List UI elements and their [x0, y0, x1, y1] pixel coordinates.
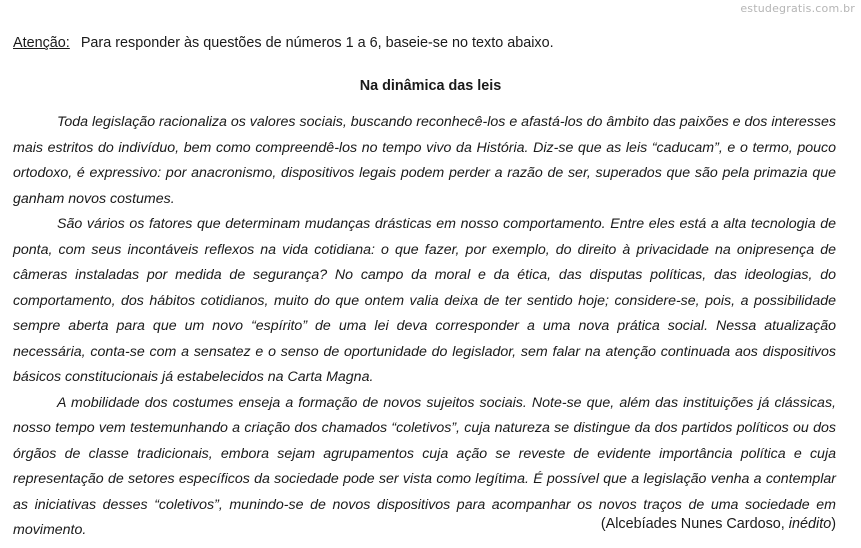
article-signature	[601, 515, 836, 533]
signature-closing: )	[831, 516, 836, 532]
notice-label: Atenção:	[13, 35, 70, 51]
instruction-notice	[13, 34, 554, 52]
signature-author: (Alcebíades Nunes Cardoso,	[600, 516, 785, 532]
article-paragraph-2: São vários os fatores que determinam mudanças drásticas em nosso comportamento. Entre eles está a alta tecnologia de ponta, com seus incontáveis reflexos na vida cotidiana: o que fazer, por exemplo, do direito à privacidade na onipresença de câmeras instaladas por medida de segurança? No campo da moral e da ética, das disputas políticas, das ideologias, do comportamento, dos hábitos cotidianos, muito do que ontem valia deixa de ter sentido hoje; considere-se, pois, a possibilidade sempre aberta para que um novo “espírito” de uma lei deva corresponder a uma nova prática social. Nessa atualização necessária, conta-se com a sensatez e o senso de oportunidade do legislador, sem falar na atenção continuada aos dispositivos básicos constitucionais já estabelecidos na Carta Magna.	[13, 216, 836, 385]
notice-text: Para responder às questões de números 1 a 6, baseie-se no texto abaixo.	[80, 35, 554, 51]
article-paragraph-3: A mobilidade dos costumes enseja a formação de novos sujeitos sociais. Note-se que, além das instituições já clássicas, nosso tempo vem testemunhando a criação dos chamados “coletivos”, cuja natureza se distingue da dos partidos políticos ou dos órgãos de classe tradicionais, embora sejam agrupamentos cuja ação se reveste de evidente importância política e cuja representação de setores específicos da sociedade pode ser vista como legítima. É possível que a legislação venha a contemplar as iniciativas desses “coletivos”, munindo-se de novos dispositivos para acompanhar os novos traços de uma sociedade em movimento.	[13, 394, 836, 538]
site-watermark: estudegratis.com.br	[740, 2, 855, 15]
article-paragraph-1: Toda legislação racionaliza os valores sociais, buscando reconhecê-los e afastá-los do âmbito das paixões e dos interesses mais estritos do indivíduo, bem como compreendê-los no tempo vivo da História. Diz-se que as leis “caducam”, e o termo, pouco ortodoxo, é expressivo: por anacronismo, dispositivos legais podem perder a razão de ser, superados que são pela primazia que ganham novos costumes.	[13, 114, 836, 207]
signature-work: inédito	[788, 516, 832, 532]
article-title: Na dinâmica das leis	[359, 78, 502, 94]
article-body	[13, 110, 836, 544]
